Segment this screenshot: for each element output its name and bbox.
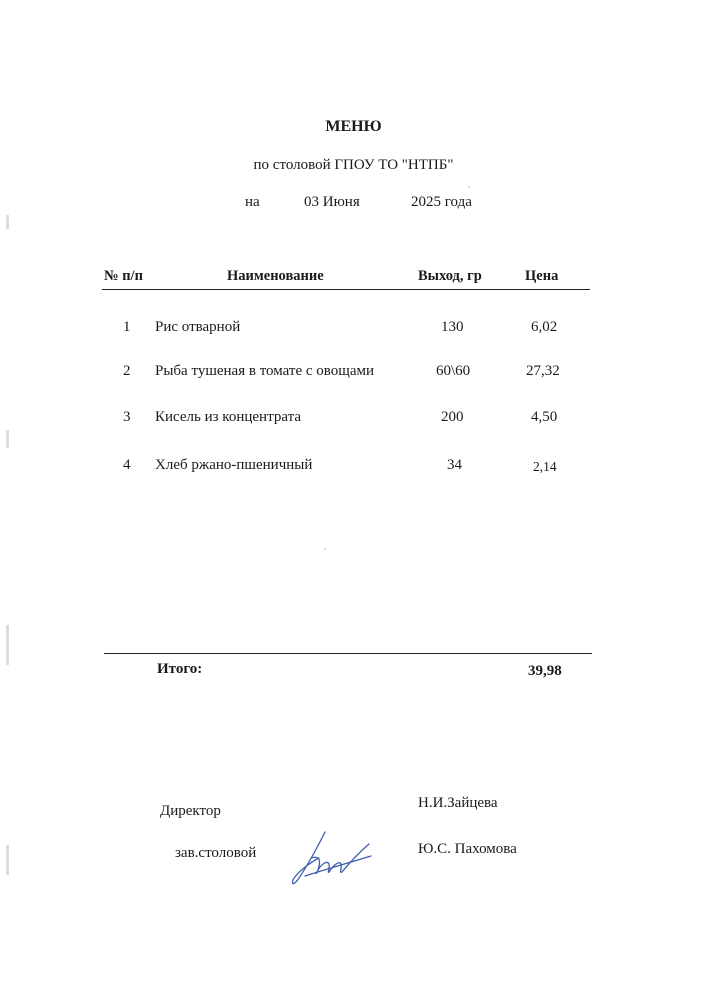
- total-rule: [104, 653, 592, 654]
- scan-speck: [6, 430, 9, 448]
- scan-speck: [324, 548, 326, 550]
- total-label: Итого:: [157, 661, 203, 677]
- row-2-price: 27,32: [526, 363, 560, 379]
- column-header-price: Цена: [525, 268, 559, 284]
- row-3-price: 4,50: [531, 409, 558, 425]
- column-header-name: Наименование: [227, 268, 324, 284]
- row-2-name: Рыба тушеная в томате с овощами: [155, 363, 375, 379]
- handwritten-signature: [285, 828, 375, 888]
- row-3-yield: 200: [441, 409, 464, 425]
- row-2-yield: 60\60: [436, 363, 471, 379]
- scan-speck: [468, 186, 470, 188]
- scan-speck: [6, 625, 9, 665]
- total-value: 39,98: [528, 663, 562, 679]
- date-year: 2025 года: [411, 194, 472, 210]
- menu-title: МЕНЮ: [325, 118, 382, 135]
- row-1-yield: 130: [441, 319, 464, 335]
- row-1-number: 1: [123, 319, 131, 335]
- scan-speck: [6, 215, 9, 229]
- date-day-month: 03 Июня: [304, 194, 360, 210]
- date-prefix: на: [245, 194, 260, 210]
- director-name: Н.И.Зайцева: [418, 795, 498, 811]
- row-3-name: Кисель из концентрата: [155, 409, 301, 425]
- header-rule: [102, 289, 590, 290]
- row-1-price: 6,02: [531, 319, 558, 335]
- canteen-head-name: Ю.С. Пахомова: [418, 841, 517, 857]
- row-1-name: Рис отварной: [155, 319, 241, 335]
- row-3-number: 3: [123, 409, 131, 425]
- row-4-price: 2,14: [533, 459, 557, 474]
- scan-speck: [6, 845, 9, 875]
- column-header-number: № п/п: [104, 268, 143, 284]
- column-header-yield: Выход, гр: [418, 268, 482, 284]
- row-4-yield: 34: [447, 457, 462, 473]
- canteen-head-role: зав.столовой: [175, 845, 257, 861]
- row-2-number: 2: [123, 363, 131, 379]
- director-role: Директор: [160, 803, 221, 819]
- menu-subtitle: по столовой ГПОУ ТО "НТПБ": [253, 157, 454, 173]
- row-4-name: Хлеб ржано-пшеничный: [155, 457, 313, 473]
- row-4-number: 4: [123, 457, 131, 473]
